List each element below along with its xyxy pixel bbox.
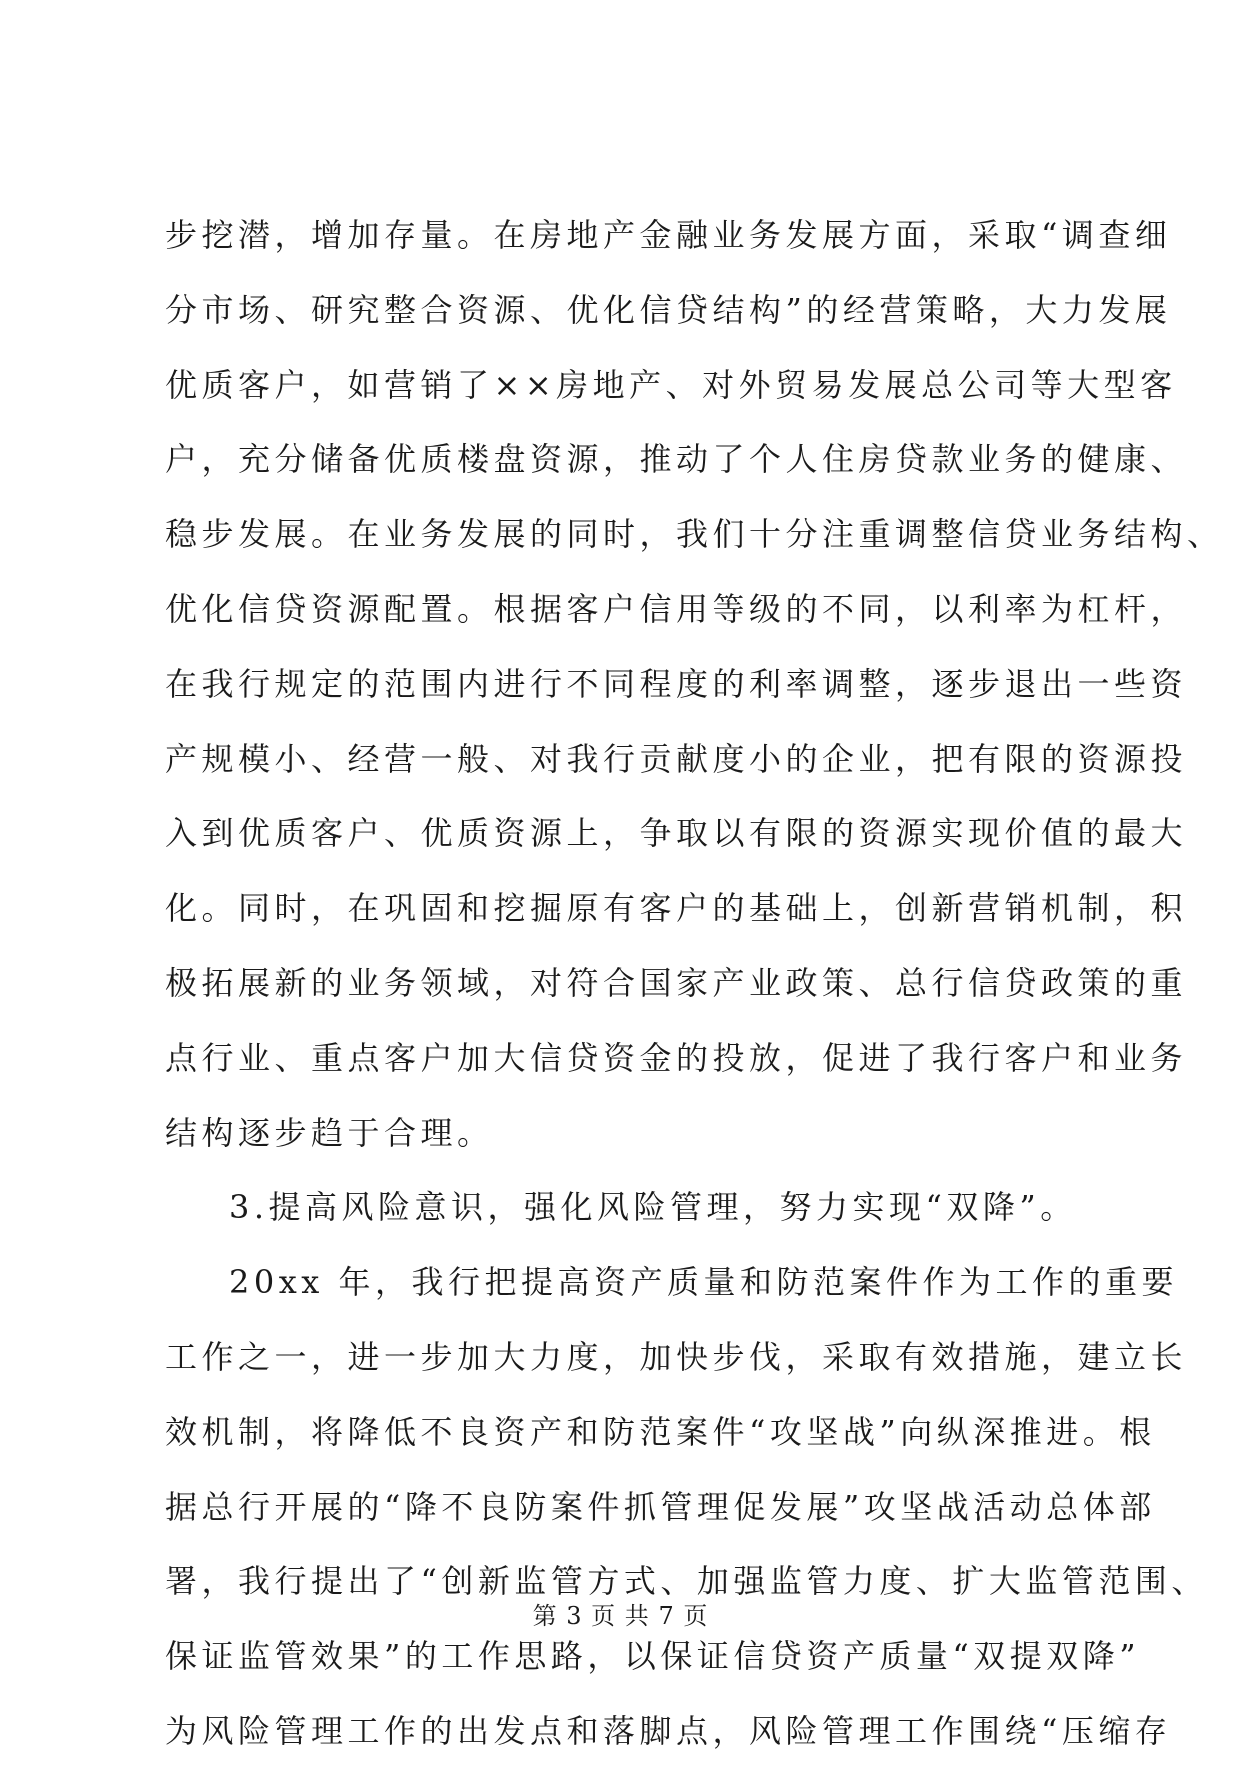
text-line: 化。同时，在巩固和挖掘原有客户的基础上，创新营销机制，积	[165, 889, 1188, 928]
page-number-footer: 第 3 页 共 7 页	[532, 1602, 709, 1630]
text-line: 为风险管理工作的出发点和落脚点，风险管理工作围绕“压缩存	[165, 1711, 1172, 1750]
text-line: 效机制，将降低不良资产和防范案件“攻坚战”向纵深推进。根	[165, 1412, 1156, 1451]
text-line: 结构逐步趋于合理。	[165, 1113, 494, 1152]
text-line: 点行业、重点客户加大信贷资金的投放，促进了我行客户和业务	[165, 1038, 1188, 1077]
body-text	[165, 198, 1224, 1769]
text-line: 极拓展新的业务领域，对符合国家产业政策、总行信贷政策的重	[165, 963, 1188, 1002]
text-line: 在我行规定的范围内进行不同程度的利率调整，逐步退出一些资	[165, 664, 1188, 703]
text-line: 分市场、研究整合资源、优化信贷结构”的经营策略，大力发展	[165, 290, 1172, 329]
text-line: 署，我行提出了“创新监管方式、加强监管力度、扩大监管范围、	[165, 1562, 1208, 1601]
text-line: 稳步发展。在业务发展的同时，我们十分注重调整信贷业务结构、	[165, 515, 1224, 554]
text-line: 据总行开展的“降不良防案件抓管理促发展”攻坚战活动总体部	[165, 1487, 1156, 1526]
text-line: 步挖潜，增加存量。在房地产金融业务发展方面，采取“调查细	[165, 216, 1172, 254]
text-line: 户，充分储备优质楼盘资源，推动了个人住房贷款业务的健康、	[165, 440, 1188, 479]
text-line: 20xx 年，我行把提高资产质量和防范案件作为工作的重要	[229, 1263, 1178, 1302]
text-line: 优化信贷资源配置。根据客户信用等级的不同，以利率为杠杆，	[165, 589, 1188, 628]
text-line: 工作之一，进一步加大力度，加快步伐，采取有效措施，建立长	[165, 1337, 1188, 1376]
text-line: 入到优质客户、优质资源上，争取以有限的资源实现价值的最大	[165, 814, 1188, 853]
text-line: 产规模小、经营一般、对我行贡献度小的企业，把有限的资源投	[165, 739, 1188, 778]
section-heading: 3.提高风险意识，强化风险管理，努力实现“双降”。	[229, 1188, 1077, 1227]
text-line: 保证监管效果”的工作思路，以保证信贷资产质量“双提双降”	[165, 1637, 1141, 1676]
text-line: 优质客户，如营销了××房地产、对外贸易发展总公司等大型客	[165, 365, 1177, 404]
